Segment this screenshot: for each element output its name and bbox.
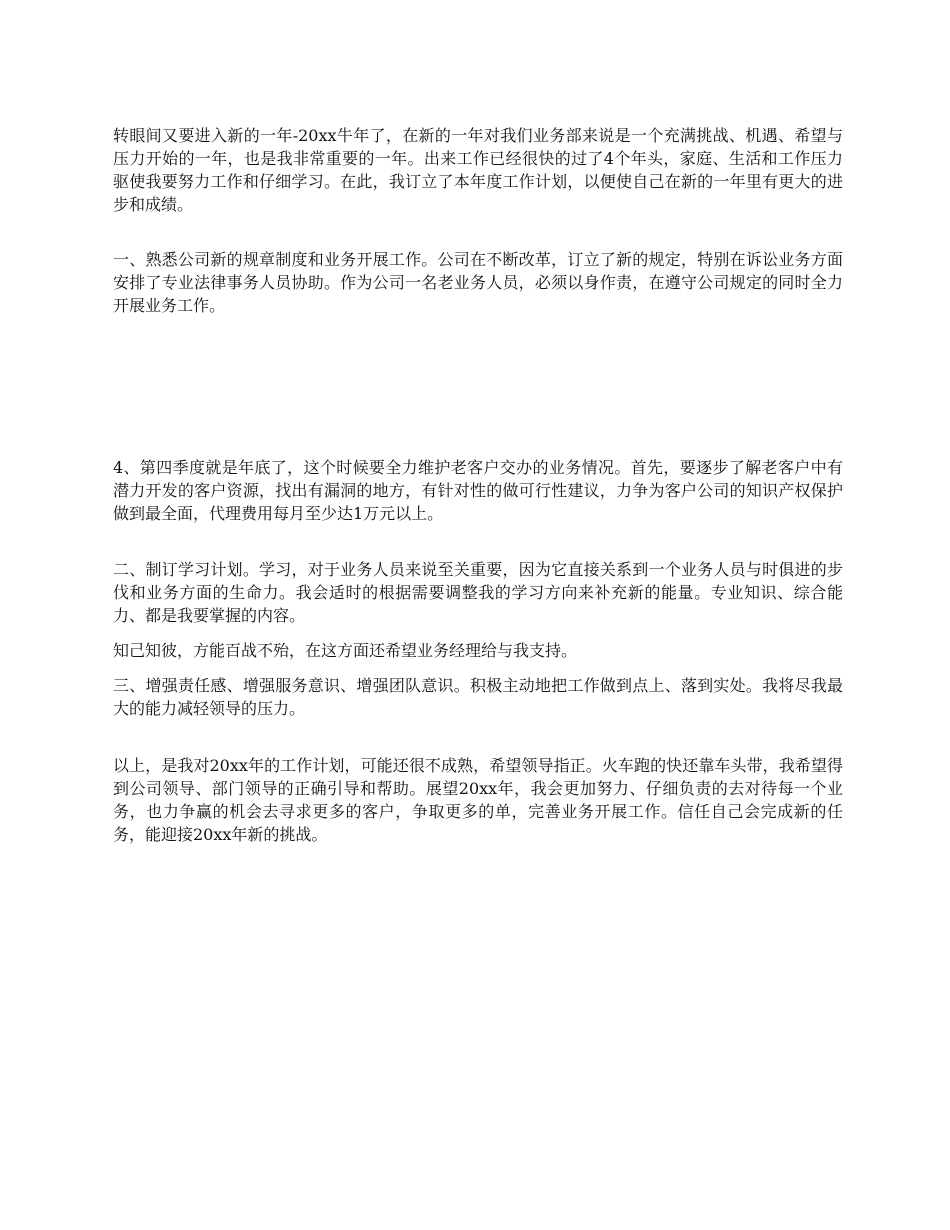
paragraph-know-yourself: 知己知彼，方能百战不殆，在这方面还希望业务经理给与我支持。 [113,641,578,660]
paragraph-section-two: 二、制订学习计划。学习，对于业务人员来说至关重要，因为它直接关系到一个业务人员与时俱进的步伐和业务方面的生命力。我会适时的根据需要调整我的学习方向来补充新的能量。专业知识、综合能力、都是我要掌握的内容。 [113,560,843,625]
paragraph-section-three: 三、增强责任感、增强服务意识、增强团队意识。积极主动地把工作做到点上、落到实处。我将尽我最大的能力减轻领导的压力。 [113,676,843,718]
paragraph-intro: 转眼间又要进入新的一年-20xx牛年了，在新的一年对我们业务部来说是一个充满挑战、机遇、希望与压力开始的一年，也是我非常重要的一年。出来工作已经很快的过了4个年头，家庭、生活和工作压力驱使我要努力工作和仔细学习。在此，我订立了本年度工作计划，以便使自己在新的一年里有更大的进步和成绩。 [113,126,843,214]
paragraph-section-one: 一、熟悉公司新的规章制度和业务开展工作。公司在不断改革，订立了新的规定，特别在诉讼业务方面安排了专业法律事务人员协助。作为公司一名老业务人员，必须以身作责，在遵守公司规定的同时全力开展业务工作。 [113,250,843,315]
paragraph-conclusion: 以上，是我对20xx年的工作计划，可能还很不成熟，希望领导指正。火车跑的快还靠车头带，我希望得到公司领导、部门领导的正确引导和帮助。展望20xx年，我会更加努力、仔细负责的去对待每一个业务，也力争赢的机会去寻求更多的客户，争取更多的单，完善业务开展工作。信任自己会完成新的任务，能迎接20xx年新的挑战。 [113,756,843,844]
paragraph-fourth-quarter: 4、第四季度就是年底了，这个时候要全力维护老客户交办的业务情况。首先，要逐步了解老客户中有潜力开发的客户资源，找出有漏洞的地方，有针对性的做可行性建议，力争为客户公司的知识产权保护做到最全面，代理费用每月至少达1万元以上。 [113,458,843,523]
